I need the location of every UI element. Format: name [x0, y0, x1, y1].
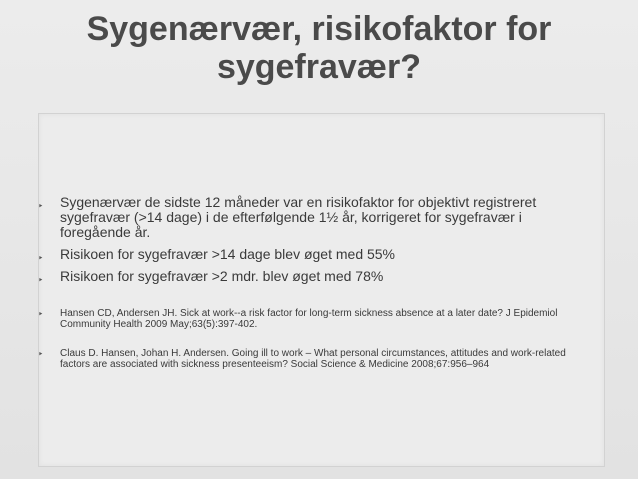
slide-title: [40, 10, 598, 86]
reference-item: [38, 308, 578, 330]
bullet-icon: ‣: [38, 309, 44, 319]
reference-text: Claus D. Hansen, Johan H. Andersen. Going ill to work – What personal circumstances, attitudes and work-related factors are associated with sickness presenteeism? Social Science & Medicine 2008;67:956–964: [60, 348, 566, 370]
bullet-icon: ‣: [38, 253, 44, 263]
list-item: [38, 269, 578, 284]
bullet-icon: ‣: [38, 349, 44, 359]
point-text: Risikoen for sygefravær >14 dage blev øget med 55%: [60, 246, 396, 262]
title-line-2: sygefravær?: [216, 48, 422, 86]
bullet-list: [38, 195, 578, 370]
bullet-icon: ‣: [38, 201, 44, 211]
point-text: Risikoen for sygefravær >2 mdr. blev øget med 78%: [60, 268, 384, 284]
reference-text: Hansen CD, Andersen JH. Sick at work--a risk factor for long-term sickness absence at a later date? J Epidemiol Community Health 2009 May;63(5):397-402.: [60, 308, 558, 330]
list-item: [38, 195, 578, 240]
title-line-1: Sygenærvær, risikofaktor for: [86, 10, 552, 48]
point-text: Sygenærvær de sidste 12 måneder var en risikofaktor for objektivt registreret sygefravær (>14 dage) i de efterfølgende 1½ år, korrigeret for sygefravær i foregående år.: [60, 194, 537, 240]
reference-item: [38, 348, 578, 370]
bullet-icon: ‣: [38, 275, 44, 285]
list-item: [38, 247, 578, 262]
